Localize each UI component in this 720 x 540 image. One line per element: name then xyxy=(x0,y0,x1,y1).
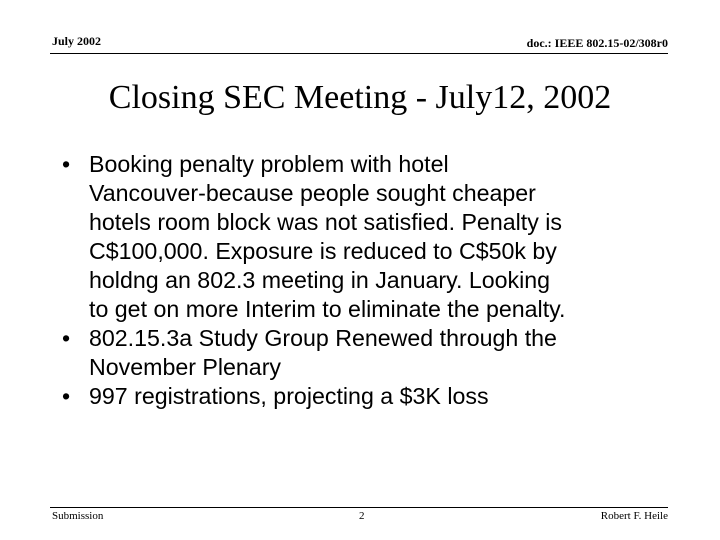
bullet-marker: • xyxy=(62,151,71,177)
footer-author: Robert F. Heile xyxy=(600,510,668,522)
footer-divider xyxy=(50,507,668,508)
bullet-item-registrations xyxy=(62,382,672,411)
footer-page-number: 2 xyxy=(359,510,365,522)
slide-title: Closing SEC Meeting - July12, 2002 xyxy=(108,79,612,116)
bullet-item-booking-penalty xyxy=(62,150,672,324)
bullet-line: 997 registrations, projecting a $3K loss xyxy=(89,383,489,409)
header-divider xyxy=(50,53,668,54)
bullet-line: C$100,000. Exposure is reduced to C$50k by xyxy=(89,238,557,264)
header-doc-id: doc.: IEEE 802.15-02/308r0 xyxy=(526,36,668,50)
bullet-list xyxy=(62,150,672,411)
bullet-line: holdng an 802.3 meeting in January. Looking xyxy=(89,267,551,293)
bullet-line: Booking penalty problem with hotel xyxy=(89,151,449,177)
bullet-line: hotels room block was not satisfied. Penalty is xyxy=(89,209,562,235)
bullet-item-study-group xyxy=(62,324,672,382)
bullet-line: 802.15.3a Study Group Renewed through the xyxy=(89,325,557,351)
bullet-marker: • xyxy=(62,383,71,409)
header-date: July 2002 xyxy=(52,34,102,48)
bullet-line: to get on more Interim to eliminate the penalty. xyxy=(89,296,566,322)
footer-submission: Submission xyxy=(52,510,104,522)
bullet-marker: • xyxy=(62,325,71,351)
bullet-line: Vancouver-because people sought cheaper xyxy=(89,180,536,206)
bullet-line: November Plenary xyxy=(89,354,282,380)
